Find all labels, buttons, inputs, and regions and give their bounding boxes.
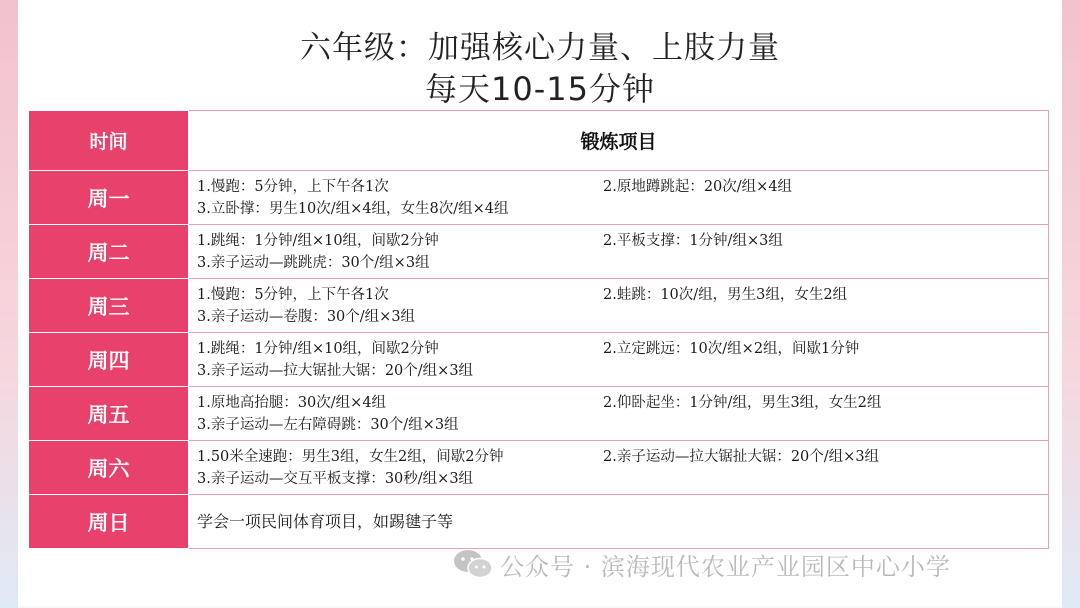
- table-row: [29, 333, 1049, 387]
- exercise-item: 学会一项民间体育项目，如踢毽子等: [197, 511, 454, 531]
- table-row: [29, 387, 1049, 441]
- exercise-item: 1.慢跑：5分钟，上下午各1次: [197, 178, 389, 195]
- items-cell: [189, 225, 1049, 279]
- watermark: [452, 546, 951, 582]
- header-items: 锻炼项目: [189, 111, 1049, 171]
- exercise-item: 3.亲子运动—拉大锯扯大锯：20个/组×3组: [197, 362, 474, 379]
- day-label: 周四: [29, 333, 189, 387]
- exercise-item: 3.亲子运动—卷腹：30个/组×3组: [197, 308, 416, 325]
- exercise-item: 1.跳绳：1分钟/组×10组，间歇2分钟: [197, 340, 439, 357]
- day-label: 周日: [29, 495, 189, 549]
- exercise-item: 3.立卧撑：男生10次/组×4组，女生8次/组×4组: [197, 200, 509, 217]
- wechat-icon: [452, 548, 494, 580]
- items-cell: [189, 333, 1049, 387]
- schedule-table: [28, 110, 1049, 549]
- exercise-item: 1.慢跑：5分钟，上下午各1次: [197, 286, 389, 303]
- day-label: 周六: [29, 441, 189, 495]
- exercise-item: 3.亲子运动—跳跳虎：30个/组×3组: [197, 254, 430, 271]
- table-header-row: [29, 111, 1049, 171]
- table-row: [29, 279, 1049, 333]
- day-label: 周三: [29, 279, 189, 333]
- day-label: 周五: [29, 387, 189, 441]
- items-cell: [189, 171, 1049, 225]
- title-line-2: 每天10-15分钟: [425, 70, 655, 108]
- exercise-item: 2.平板支撑：1分钟/组×3组: [603, 232, 783, 249]
- items-cell: [189, 441, 1049, 495]
- exercise-item: 3.亲子运动—交互平板支撑：30秒/组×3组: [197, 470, 474, 487]
- table-row: [29, 441, 1049, 495]
- exercise-item: 1.原地高抬腿：30次/组×4组: [197, 394, 387, 411]
- items-cell: [189, 387, 1049, 441]
- header-time: 时间: [29, 111, 189, 171]
- title-line-1: 六年级：加强核心力量、上肢力量: [300, 30, 780, 66]
- exercise-item: 3.亲子运动—左右障碍跳：30个/组×3组: [197, 416, 459, 433]
- watermark-text: 公众号 · 滨海现代农业产业园区中心小学: [500, 552, 951, 581]
- items-cell: [189, 279, 1049, 333]
- day-label: 周二: [29, 225, 189, 279]
- exercise-item: 2.立定跳远：10次/组×2组，间歇1分钟: [603, 340, 860, 357]
- table-row: [29, 171, 1049, 225]
- table-row: [29, 495, 1049, 549]
- day-label: 周一: [29, 171, 189, 225]
- exercise-item: 2.仰卧起坐：1分钟/组，男生3组，女生2组: [603, 394, 882, 411]
- table-row: [29, 225, 1049, 279]
- exercise-item: 2.蛙跳：10次/组，男生3组，女生2组: [603, 286, 848, 303]
- exercise-item: 1.50米全速跑：男生3组，女生2组，间歇2分钟: [197, 448, 504, 465]
- exercise-item: 1.跳绳：1分钟/组×10组，间歇2分钟: [197, 232, 439, 249]
- exercise-item: 2.亲子运动—拉大锯扯大锯：20个/组×3组: [603, 448, 880, 465]
- exercise-item: 2.原地蹲跳起：20次/组×4组: [603, 178, 793, 195]
- items-cell: [189, 495, 1049, 549]
